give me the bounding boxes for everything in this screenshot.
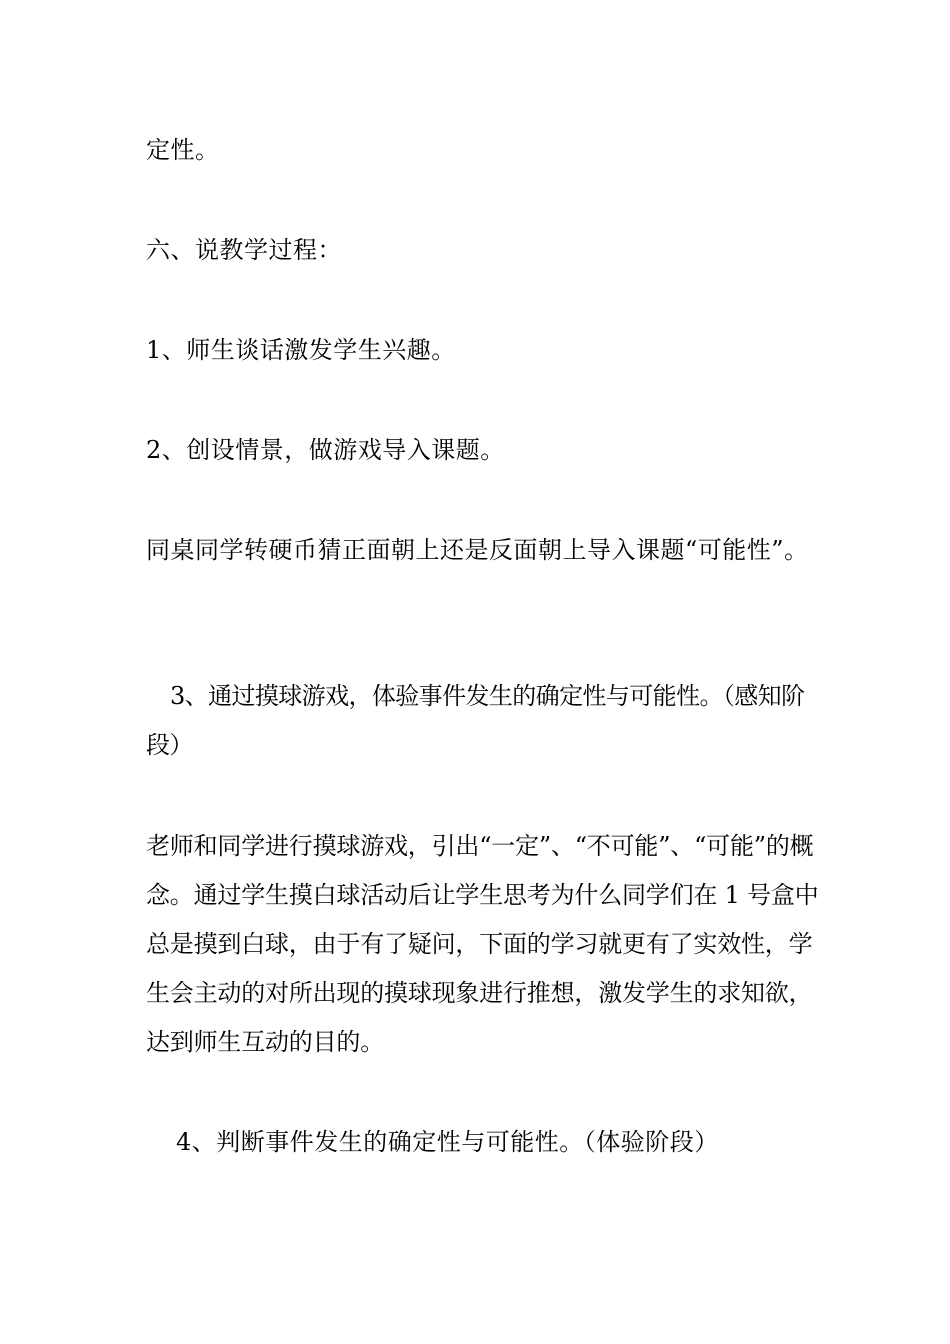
paragraph-continuation: 定性。 [146, 136, 220, 164]
section-heading-teaching-process: 六、说教学过程： [146, 236, 342, 264]
step-4-text: 4、判断事件发生的确定性与可能性。（体验阶段） [176, 1128, 719, 1156]
step-2-detail: 同桌同学转硬币猜正面朝上还是反面朝上导入课题“可能性”。 [146, 536, 809, 564]
step-2-text: 2、创设情景，做游戏导入课题。 [146, 436, 505, 464]
step-1-text: 1、师生谈话激发学生兴趣。 [146, 336, 456, 364]
step-3-text: 3、通过摸球游戏，体验事件发生的确定性与可能性。（感知阶段） [146, 682, 805, 759]
step-3-detail: 老师和同学进行摸球游戏，引出“一定”、“不可能”、“可能”的概念。通过学生摸白球活动后让学生思考为什么同学们在 1 号盒中总是摸到白球，由于有了疑问，下面的学习就更有了实效性，学生会主动的对所出现的摸球现象进行推想，激发学生的求知欲，达到师生互动的目的。 [146, 832, 819, 1056]
